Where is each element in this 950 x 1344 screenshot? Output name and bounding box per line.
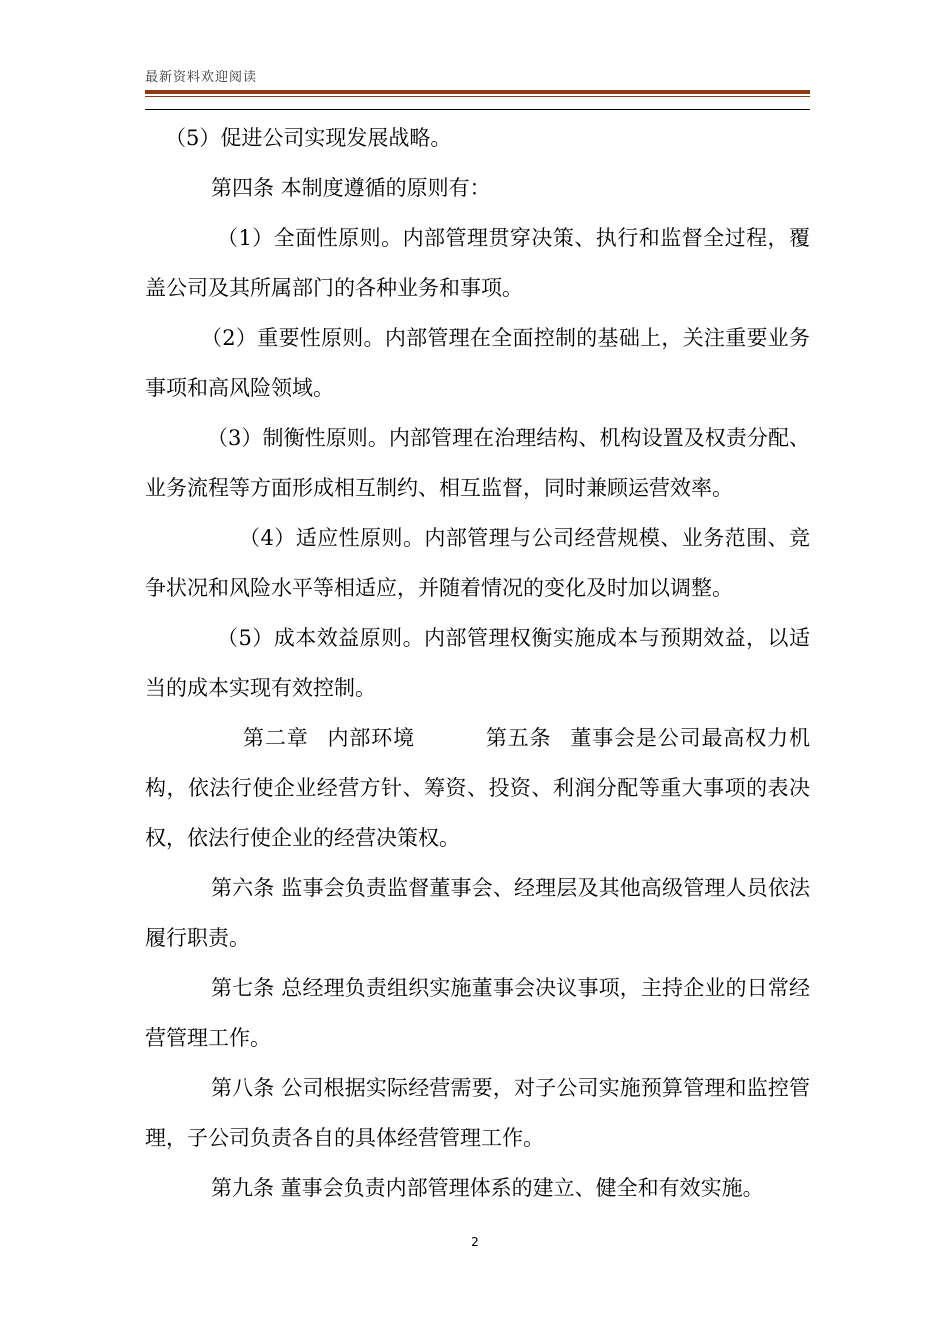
paragraph-chapter-2 <box>145 713 810 863</box>
paragraph-principle-1: （1）全面性原则。内部管理贯穿决策、执行和监督全过程，覆盖公司及其所属部门的各种业务和事项。 <box>145 226 810 300</box>
chapter-title: 内部环境 <box>326 726 415 750</box>
header-rule-thick <box>145 90 810 94</box>
paragraph-principle-5: （5）成本效益原则。内部管理权衡实施成本与预期效益，以适当的成本实现有效控制。 <box>145 626 810 700</box>
article-5-label: 第五条 <box>484 726 552 750</box>
chapter-label: 第二章 <box>243 726 309 750</box>
header-rule-black <box>145 109 810 110</box>
paragraph-article-8: 第八条 公司根据实际经营需要，对子公司实施预算管理和监控管理，子公司负责各自的具体经营管理工作。 <box>145 1076 810 1150</box>
paragraph-article-6: 第六条 监事会负责监督董事会、经理层及其他高级管理人员依法履行职责。 <box>145 876 810 950</box>
paragraph-goal-5: （5）促进公司实现发展战略。 <box>165 126 452 150</box>
header-text: 最新资料欢迎阅读 <box>145 70 258 85</box>
page-number: 2 <box>471 1235 479 1249</box>
article-5-text: 董事会是公司最高权力机构，依法行使企业经营方针、筹资、投资、利润分配等重大事项的表决权，依法行使企业的经营决策权。 <box>145 726 811 850</box>
header-rule-thin <box>145 96 810 97</box>
paragraph-principle-3: （3）制衡性原则。内部管理在治理结构、机构设置及权责分配、业务流程等方面形成相互制约、相互监督，同时兼顾运营效率。 <box>145 426 810 500</box>
paragraph-article-7: 第七条 总经理负责组织实施董事会决议事项，主持企业的日常经营管理工作。 <box>145 976 810 1050</box>
paragraph-principle-2: （2）重要性原则。内部管理在全面控制的基础上，关注重要业务事项和高风险领域。 <box>145 326 810 400</box>
paragraph-article-9: 第九条 董事会负责内部管理体系的建立、健全和有效实施。 <box>211 1176 764 1200</box>
document-body <box>145 113 810 1213</box>
paragraph-article-4: 第四条 本制度遵循的原则有： <box>211 176 491 200</box>
paragraph-principle-4: （4）适应性原则。内部管理与公司经营规模、业务范围、竞争状况和风险水平等相适应，并随着情况的变化及时加以调整。 <box>145 526 810 600</box>
